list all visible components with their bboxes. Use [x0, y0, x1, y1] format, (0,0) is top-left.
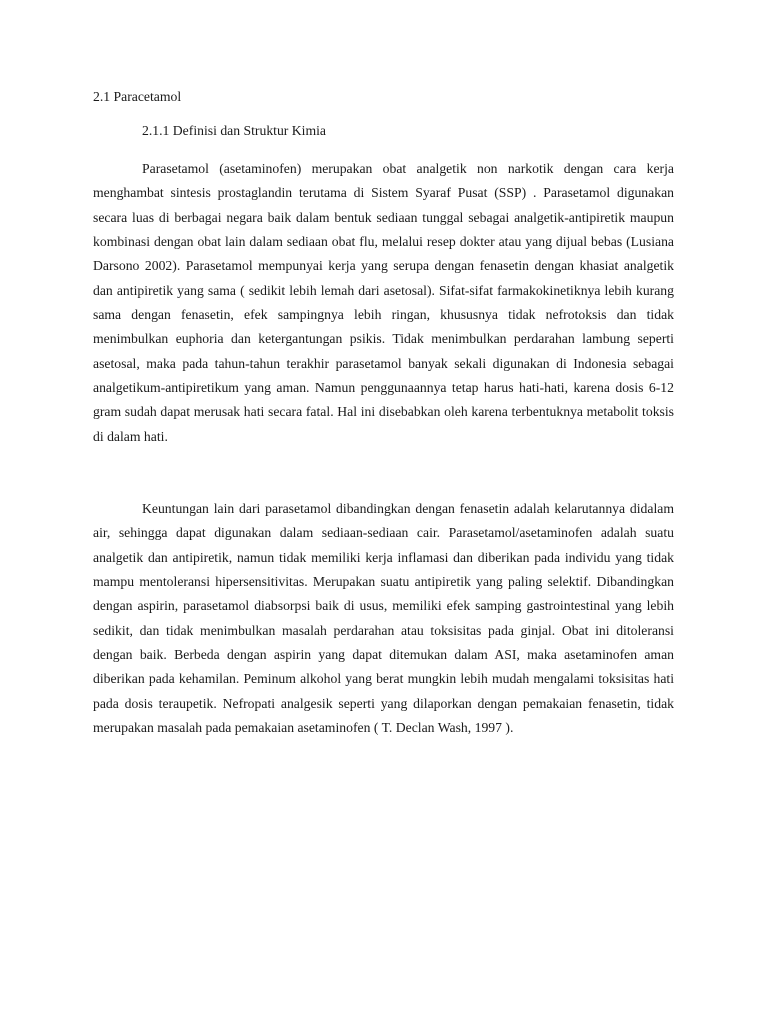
body-paragraph: Parasetamol (asetaminofen) merupakan obat analgetik non narkotik dengan cara kerja menghambat sintesis prostaglandin terutama di Sistem Syaraf Pusat (SSP) . Parasetamol digunakan secara luas di berbagai negara baik dalam bentuk sediaan tunggal sebagai analgetik-antipiretik maupun kombinasi dengan obat lain dalam sediaan obat flu, melalui resep dokter atau yang dijual bebas (Lusiana Darsono 2002). Parasetamol mempunyai kerja yang serupa dengan fenasetin dengan khasiat analgetik dan antipiretik yang sama ( sedikit lebih lemah dari asetosal). Sifat-sifat farmakokinetiknya lebih kurang sama dengan fenasetin, efek sampingnya lebih ringan, khususnya tidak nefrotoksis dan tidak menimbulkan euphoria dan ketergantungan psikis. Tidak menimbulkan perdarahan lambung seperti asetosal, maka pada tahun-tahun terakhir parasetamol banyak sekali digunakan di Indonesia sebagai analgetikum-antipiretikum yang aman. Namun penggunaannya tetap harus hati-hati, karena dosis 6-12 gram sudah dapat merusak hati secara fatal. Hal ini disebabkan oleh karena terbentuknya metabolit toksis di dalam hati. [93, 161, 674, 444]
section-heading: 2.1 Paracetamol [93, 89, 182, 104]
body-paragraph: Keuntungan lain dari parasetamol dibandingkan dengan fenasetin adalah kelarutannya didalam air, sehingga dapat digunakan dalam sediaan-sediaan cair. Parasetamol/asetaminofen adalah suatu analgetik dan antipiretik, namun tidak memiliki kerja inflamasi dan diberikan pada individu yang tidak mampu mentoleransi hipersensitivitas. Merupakan suatu antipiretik yang paling selektif. Dibandingkan dengan aspirin, parasetamol diabsorpsi baik di usus, memiliki efek samping gastrointestinal yang lebih sedikit, dan tidak menimbulkan masalah perdarahan atau toksisitas pada ginjal. Obat ini ditoleransi dengan baik. Berbeda dengan aspirin yang dapat ditemukan dalam ASI, maka asetaminofen aman diberikan pada kehamilan. Peminum alkohol yang berat mungkin lebih mudah mengalami toksisitas hati pada dosis teraupetik. Nefropati analgesik seperti yang dilaporkan dengan pemakaian fenasetin, tidak merupakan masalah pada pemakaian asetaminofen ( T. Declan Wash, 1997 ). [93, 501, 674, 736]
subsection-heading: 2.1.1 Definisi dan Struktur Kimia [142, 123, 326, 138]
